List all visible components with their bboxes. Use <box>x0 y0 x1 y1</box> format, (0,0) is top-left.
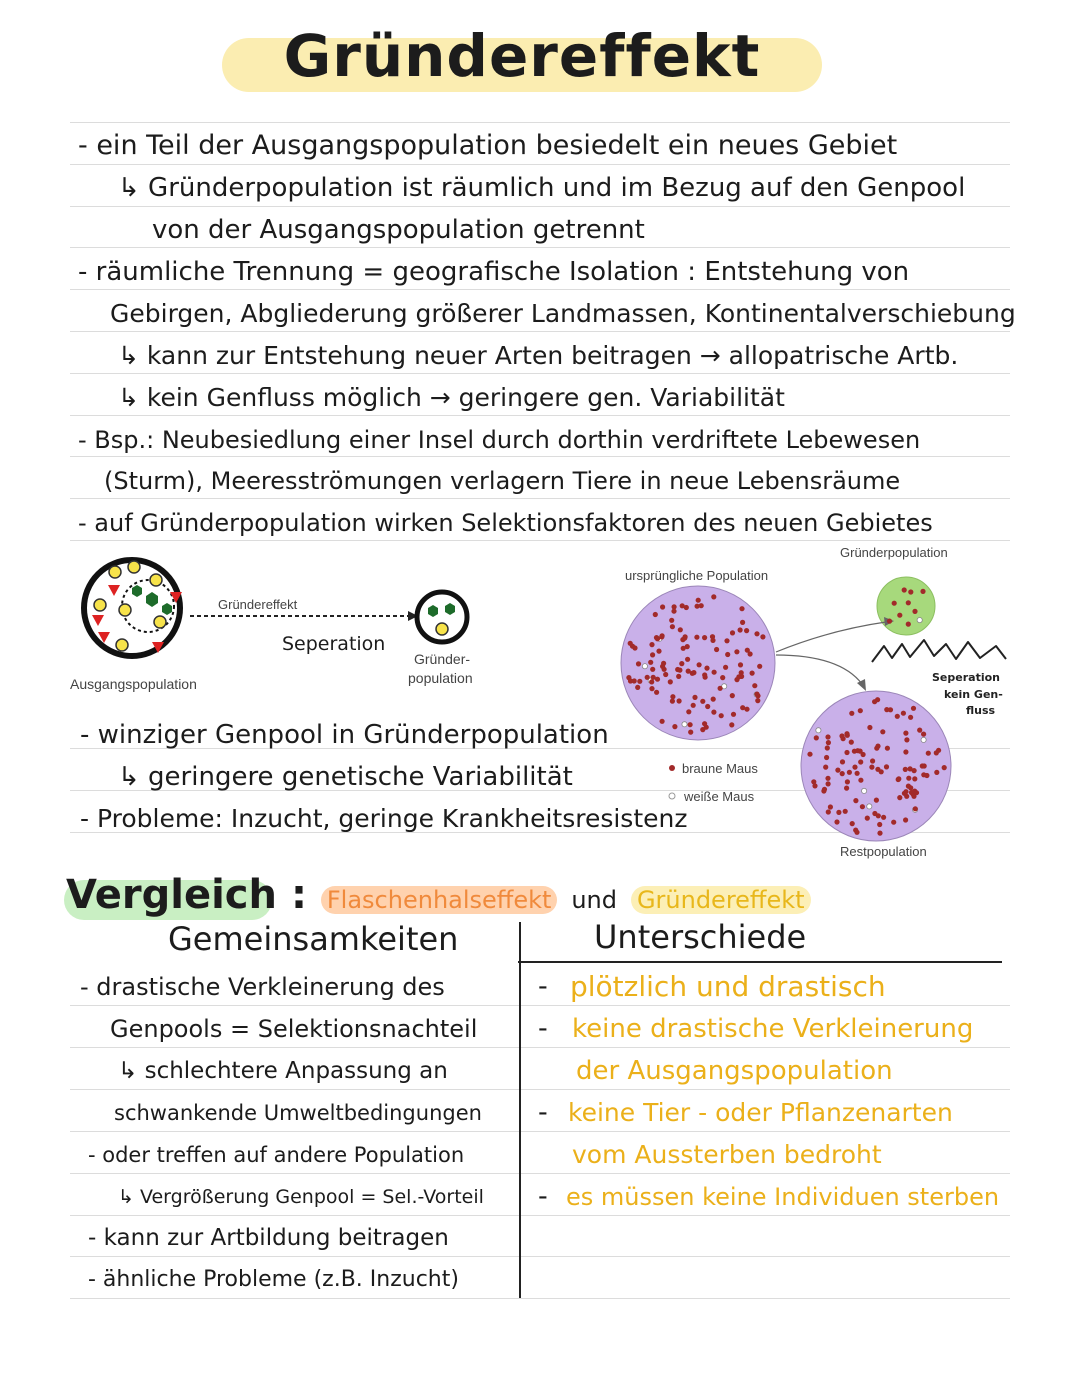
brown-mouse-dot <box>659 634 664 639</box>
brown-mouse-dot <box>858 759 863 764</box>
arrow-to-rest <box>776 655 862 684</box>
rest-population-label: Restpopulation <box>840 844 927 859</box>
brown-mouse-dot <box>654 690 659 695</box>
brown-mouse-dot <box>903 789 908 794</box>
brown-mouse-dot <box>855 748 860 753</box>
brown-mouse-dot <box>854 830 859 835</box>
similarity-line-7: - kann zur Artbildung beitragen <box>88 1225 449 1251</box>
brown-mouse-dot <box>710 634 715 639</box>
difference-line-6: es müssen keine Individuen sterben <box>566 1183 1000 1211</box>
brown-mouse-dot <box>901 711 906 716</box>
brown-mouse-dot <box>911 706 916 711</box>
brown-mouse-dot <box>740 620 745 625</box>
brown-mouse-dot <box>903 767 908 772</box>
brown-mouse-dot <box>908 785 913 790</box>
brown-mouse-dot <box>906 600 911 605</box>
brown-mouse-dot <box>855 771 860 776</box>
brown-mouse-dot <box>836 810 841 815</box>
brown-mouse-dot <box>697 662 702 667</box>
brown-mouse-dot <box>884 707 889 712</box>
brown-mouse-dot <box>750 671 755 676</box>
brown-mouse-dot <box>739 606 744 611</box>
brown-mouse-dot <box>872 699 877 704</box>
brown-mouse-dot <box>834 819 839 824</box>
legend-white-label: weiße Maus <box>684 789 755 804</box>
brown-mouse-dot <box>892 601 897 606</box>
brown-mouse-dot <box>745 648 750 653</box>
brown-mouse-dot <box>897 795 902 800</box>
brown-mouse-dot <box>635 685 640 690</box>
brown-mouse-dot <box>691 703 696 708</box>
brown-mouse-dot <box>840 759 845 764</box>
no-gene-flow-label-1: kein Gen- <box>944 688 1003 701</box>
brown-mouse-dot <box>875 744 880 749</box>
compare-heading-word: Vergleich <box>66 872 277 918</box>
diff-bullet-1: - <box>538 971 548 1002</box>
brown-mouse-dot <box>720 675 725 680</box>
brown-mouse-dot <box>714 647 719 652</box>
brown-mouse-dot <box>914 790 919 795</box>
brown-mouse-dot <box>696 598 701 603</box>
brown-mouse-dot <box>903 817 908 822</box>
diff-bullet-3: - <box>538 1097 548 1128</box>
brown-mouse-dot <box>668 679 673 684</box>
brown-mouse-dot <box>840 771 845 776</box>
note-line-5: Gebirgen, Abgliederung größerer Landmassen, Kontinentalverschiebung <box>110 299 1016 328</box>
brown-mouse-dot <box>870 758 875 763</box>
term-and: und <box>571 886 617 914</box>
brown-mouse-dot <box>877 831 882 836</box>
similarity-line-1: - drastische Verkleinerung des <box>80 973 445 1001</box>
brown-mouse-dot <box>860 804 865 809</box>
no-gene-flow-label-2: fluss <box>966 704 996 717</box>
note-line-3: von der Ausgangspopulation getrennt <box>152 215 645 245</box>
brown-mouse-dot <box>885 746 890 751</box>
brown-mouse-dot <box>825 776 830 781</box>
brown-mouse-dot <box>678 627 683 632</box>
brown-mouse-dot <box>719 713 724 718</box>
brown-mouse-dot <box>730 630 735 635</box>
right-separation-label: Seperation <box>932 671 1000 684</box>
brown-mouse-dot <box>683 634 688 639</box>
brown-mouse-dot <box>744 707 749 712</box>
brown-mouse-dot <box>858 708 863 713</box>
brown-mouse-dot <box>845 779 850 784</box>
brown-mouse-dot <box>752 683 757 688</box>
brown-mouse-dot <box>684 605 689 610</box>
white-mouse-dot <box>862 788 867 793</box>
brown-mouse-dot <box>702 672 707 677</box>
brown-mouse-dot <box>711 594 716 599</box>
brown-mouse-dot <box>823 765 828 770</box>
brown-mouse-dot <box>908 715 913 720</box>
brown-mouse-dot <box>688 722 693 727</box>
brown-mouse-dot <box>760 634 765 639</box>
term-founder: Gründereffekt <box>631 886 811 914</box>
note-line-2: ↳ Gründerpopulation ist räumlich und im Bezug auf den Genpool <box>118 173 966 203</box>
mountain-icon <box>872 640 1006 662</box>
brown-mouse-dot <box>660 719 665 724</box>
brown-mouse-dot <box>656 649 661 654</box>
brown-mouse-dot <box>672 604 677 609</box>
brown-mouse-dot <box>828 804 833 809</box>
founder-label-line2: population <box>408 670 473 686</box>
brown-mouse-dot <box>645 675 650 680</box>
brown-mouse-dot <box>869 765 874 770</box>
brown-mouse-dot <box>729 722 734 727</box>
brown-mouse-dot <box>825 745 830 750</box>
brown-mouse-dot <box>912 609 917 614</box>
col-head-similarities: Gemeinsamkeiten <box>168 920 459 958</box>
similarity-line-3: ↳ schlechtere Anpassung an <box>118 1058 448 1084</box>
brown-mouse-dot <box>849 711 854 716</box>
original-population-label: ursprüngliche Population <box>625 568 769 583</box>
brown-mouse-dot <box>934 750 939 755</box>
similarity-line-4: schwankende Umweltbedingungen <box>114 1101 482 1125</box>
brown-mouse-dot <box>679 661 684 666</box>
col-head-differences: Unterschiede <box>594 918 807 956</box>
brown-mouse-dot <box>844 731 849 736</box>
white-mouse-dot <box>816 728 821 733</box>
brown-mouse-dot <box>649 679 654 684</box>
founder-population-circle <box>877 577 935 635</box>
brown-mouse-dot <box>660 664 665 669</box>
brown-mouse-dot <box>725 652 730 657</box>
brown-mouse-dot <box>814 735 819 740</box>
brown-mouse-dot <box>731 712 736 717</box>
brown-mouse-dot <box>628 641 633 646</box>
source-population-label: Ausgangspopulation <box>70 676 197 692</box>
brown-mouse-dot <box>670 699 675 704</box>
brown-mouse-dot <box>924 773 929 778</box>
brown-mouse-dot <box>700 699 705 704</box>
brown-mouse-dot <box>807 752 812 757</box>
brown-mouse-dot <box>920 763 925 768</box>
brown-mouse-dot <box>702 635 707 640</box>
brown-mouse-dot <box>688 730 693 735</box>
brown-mouse-dot <box>730 693 735 698</box>
brown-mouse-dot <box>926 751 931 756</box>
brown-mouse-dot <box>663 672 668 677</box>
brown-mouse-dot <box>844 786 849 791</box>
brown-mouse-dot <box>847 770 852 775</box>
brown-mouse-dot <box>850 821 855 826</box>
note2-line-1: - winziger Genpool in Gründerpopulation <box>80 720 609 750</box>
legend-brown-dot <box>669 765 675 771</box>
brown-mouse-dot <box>913 806 918 811</box>
diff-bullet-2: - <box>538 1013 548 1044</box>
brown-mouse-dot <box>921 732 926 737</box>
brown-mouse-dot <box>738 662 743 667</box>
difference-line-4: keine Tier - oder Pflanzenarten <box>568 1098 953 1127</box>
brown-mouse-dot <box>912 776 917 781</box>
brown-mouse-dot <box>754 692 759 697</box>
brown-mouse-dot <box>744 628 749 633</box>
brown-mouse-dot <box>908 589 913 594</box>
brown-mouse-dot <box>825 734 830 739</box>
brown-mouse-dot <box>849 740 854 745</box>
brown-mouse-dot <box>711 697 716 702</box>
brown-mouse-dot <box>650 652 655 657</box>
brown-mouse-dot <box>670 694 675 699</box>
difference-line-3: der Ausgangspopulation <box>576 1056 893 1086</box>
legend-white-dot <box>669 793 675 799</box>
brown-mouse-dot <box>754 631 759 636</box>
brown-mouse-dot <box>934 770 939 775</box>
note-line-7: ↳ kein Genfluss möglich → geringere gen. Variabilität <box>118 383 785 412</box>
note-line-6: ↳ kann zur Entstehung neuer Arten beitragen → allopatrische Artb. <box>118 341 959 370</box>
brown-mouse-dot <box>712 670 717 675</box>
brown-mouse-dot <box>853 798 858 803</box>
white-mouse-dot <box>921 737 926 742</box>
separation-label: Seperation <box>282 633 386 655</box>
brown-mouse-dot <box>695 604 700 609</box>
brown-mouse-dot <box>626 675 631 680</box>
difference-line-5: vom Aussterben bedroht <box>572 1140 882 1169</box>
white-mouse-dot <box>917 618 922 623</box>
brown-mouse-dot <box>865 816 870 821</box>
brown-mouse-dot <box>734 649 739 654</box>
brown-mouse-dot <box>844 750 849 755</box>
note-line-9: (Sturm), Meeresströmungen verlagern Tiere in neue Lebensräume <box>104 467 901 495</box>
brown-mouse-dot <box>648 660 653 665</box>
brown-mouse-dot <box>884 764 889 769</box>
brown-mouse-dot <box>757 664 762 669</box>
term-bottleneck: Flaschenhalseffekt <box>321 886 558 914</box>
brown-mouse-dot <box>942 765 947 770</box>
note-line-1: - ein Teil der Ausgangspopulation besiedelt ein neues Gebiet <box>78 130 898 161</box>
brown-mouse-dot <box>755 698 760 703</box>
note2-line-3: - Probleme: Inzucht, geringe Krankheitsresistenz <box>80 804 688 833</box>
brown-mouse-dot <box>874 798 879 803</box>
brown-mouse-dot <box>677 698 682 703</box>
brown-mouse-dot <box>877 822 882 827</box>
similarity-line-2: Genpools = Selektionsnachteil <box>110 1015 478 1043</box>
brown-mouse-dot <box>908 766 913 771</box>
similarity-line-8: - ähnliche Probleme (z.B. Inzucht) <box>88 1267 459 1292</box>
brown-mouse-dot <box>694 635 699 640</box>
brown-mouse-dot <box>880 729 885 734</box>
brown-mouse-dot <box>724 638 729 643</box>
brown-mouse-dot <box>654 635 659 640</box>
brown-mouse-dot <box>811 779 816 784</box>
brown-mouse-dot <box>718 686 723 691</box>
white-mouse-dot <box>642 664 647 669</box>
brown-mouse-dot <box>677 668 682 673</box>
brown-mouse-dot <box>676 674 681 679</box>
brown-mouse-dot <box>843 809 848 814</box>
brown-mouse-dot <box>672 724 677 729</box>
brown-mouse-dot <box>872 811 877 816</box>
brown-mouse-dot <box>702 721 707 726</box>
brown-mouse-dot <box>649 686 654 691</box>
brown-mouse-dot <box>660 604 665 609</box>
compare-colon: : <box>290 872 307 918</box>
brown-mouse-dot <box>650 667 655 672</box>
brown-mouse-dot <box>902 587 907 592</box>
brown-mouse-dot <box>903 749 908 754</box>
brown-mouse-dot <box>670 624 675 629</box>
brown-mouse-dot <box>685 657 690 662</box>
brown-mouse-dot <box>858 778 863 783</box>
founder-population-label: Gründerpopulation <box>840 545 948 560</box>
brown-mouse-dot <box>821 788 826 793</box>
compare-heading <box>66 872 811 918</box>
brown-mouse-dot <box>903 731 908 736</box>
brown-mouse-dot <box>637 679 642 684</box>
note-line-10: - auf Gründerpopulation wirken Selektionsfaktoren des neuen Gebietes <box>78 509 933 537</box>
brown-mouse-dot <box>704 666 709 671</box>
brown-mouse-dot <box>669 618 674 623</box>
brown-mouse-dot <box>920 589 925 594</box>
difference-line-1: plötzlich und drastisch <box>570 970 886 1003</box>
brown-mouse-dot <box>881 815 886 820</box>
note2-line-2: ↳ geringere genetische Variabilität <box>118 762 573 792</box>
brown-mouse-dot <box>879 769 884 774</box>
brown-mouse-dot <box>897 613 902 618</box>
brown-mouse-dot <box>636 661 641 666</box>
brown-mouse-dot <box>686 669 691 674</box>
brown-mouse-dot <box>906 776 911 781</box>
brown-mouse-dot <box>686 709 691 714</box>
brown-mouse-dot <box>653 612 658 617</box>
brown-mouse-dot <box>835 768 840 773</box>
brown-mouse-dot <box>738 627 743 632</box>
note-line-4: - räumliche Trennung = geografische Isolation : Entstehung von <box>78 257 910 287</box>
brown-mouse-dot <box>705 704 710 709</box>
brown-mouse-dot <box>895 714 900 719</box>
brown-mouse-dot <box>917 728 922 733</box>
page-title: Gründereffekt <box>283 22 761 90</box>
similarity-line-5: - oder treffen auf andere Population <box>88 1143 465 1167</box>
brown-mouse-dot <box>861 752 866 757</box>
brown-mouse-dot <box>839 733 844 738</box>
white-mouse-dot <box>682 722 687 727</box>
brown-mouse-dot <box>649 642 654 647</box>
brown-mouse-dot <box>826 740 831 745</box>
brown-mouse-dot <box>739 670 744 675</box>
white-mouse-dot <box>867 804 872 809</box>
note-line-8: - Bsp.: Neubesiedlung einer Insel durch dorthin verdriftete Lebewesen <box>78 426 921 454</box>
brown-mouse-dot <box>655 677 660 682</box>
brown-mouse-dot <box>896 776 901 781</box>
similarity-line-6: ↳ Vergrößerung Genpool = Sel.-Vorteil <box>118 1186 484 1208</box>
brown-mouse-dot <box>906 622 911 627</box>
brown-mouse-dot <box>852 765 857 770</box>
brown-mouse-dot <box>824 755 829 760</box>
brown-mouse-dot <box>887 619 892 624</box>
brown-mouse-dot <box>867 725 872 730</box>
legend-brown-label: braune Maus <box>682 761 758 776</box>
table-header-line <box>518 961 1002 963</box>
founder-arrow-label: Gründereffekt <box>218 597 298 612</box>
brown-mouse-dot <box>681 646 686 651</box>
difference-line-2: keine drastische Verkleinerung <box>572 1014 974 1044</box>
table-divider <box>519 922 521 1298</box>
arrow-to-founder <box>776 622 886 652</box>
brown-mouse-dot <box>891 820 896 825</box>
brown-mouse-dot <box>723 665 728 670</box>
brown-mouse-dot <box>692 695 697 700</box>
brown-mouse-dot <box>904 737 909 742</box>
brown-mouse-dot <box>711 710 716 715</box>
brown-mouse-dot <box>826 809 831 814</box>
brown-mouse-dot <box>826 781 831 786</box>
diff-bullet-4: - <box>538 1181 548 1212</box>
founder-label-line1: Gründer- <box>414 651 471 667</box>
